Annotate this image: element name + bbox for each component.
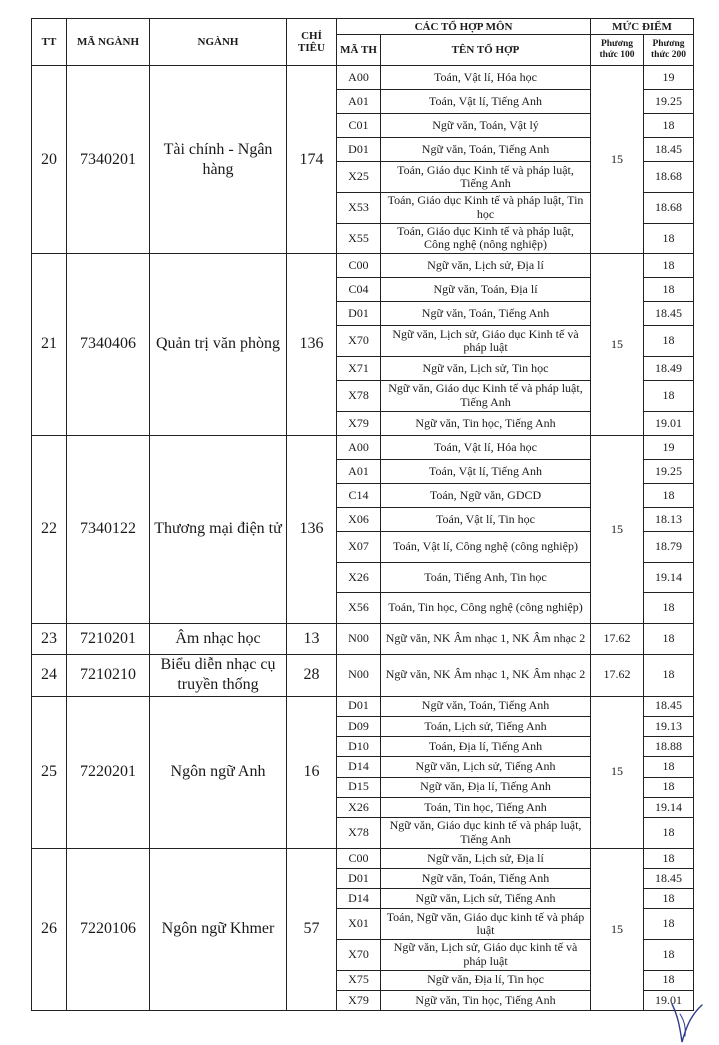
combo-code: D01 — [337, 302, 381, 326]
score-pt200: 19 — [644, 66, 694, 90]
combo-name: Toán, Vật lí, Công nghệ (công nghiệp) — [381, 532, 591, 563]
program-tt: 21 — [32, 254, 67, 436]
header-ma-nganh: MÃ NGÀNH — [67, 19, 150, 66]
score-pt200: 18 — [644, 484, 694, 508]
score-pt200: 18 — [644, 970, 694, 990]
combo-name: Ngữ văn, Toán, Tiếng Anh — [381, 868, 591, 888]
score-pt200: 18 — [644, 114, 694, 138]
header-cac-to-hop-mon: CÁC TỔ HỢP MÔN — [337, 19, 591, 35]
score-pt200: 18 — [644, 757, 694, 777]
combo-name: Ngữ văn, Lịch sử, Giáo dục Kinh tế và pháp luật — [381, 326, 591, 357]
combo-code: X26 — [337, 562, 381, 593]
combo-code: X07 — [337, 532, 381, 563]
combo-name: Toán, Tiếng Anh, Tin học — [381, 562, 591, 593]
score-pt200: 18 — [644, 818, 694, 849]
score-pt200: 19.01 — [644, 411, 694, 435]
combo-name: Ngữ văn, Địa lí, Tiếng Anh — [381, 777, 591, 797]
combo-code: A00 — [337, 66, 381, 90]
score-pt200: 18 — [644, 777, 694, 797]
program-quota: 174 — [287, 66, 337, 254]
combo-code: X26 — [337, 797, 381, 817]
combo-code: D01 — [337, 868, 381, 888]
combo-name: Ngữ văn, NK Âm nhạc 1, NK Âm nhạc 2 — [381, 623, 591, 654]
score-pt100: 15 — [591, 696, 644, 848]
score-pt200: 19.25 — [644, 90, 694, 114]
program-tt: 26 — [32, 848, 67, 1010]
score-pt200: 18.88 — [644, 737, 694, 757]
combo-name: Toán, Vật lí, Hóa học — [381, 435, 591, 459]
combo-code: D10 — [337, 737, 381, 757]
program-tt: 23 — [32, 623, 67, 654]
combo-code: D09 — [337, 716, 381, 736]
score-pt200: 19.14 — [644, 797, 694, 817]
table-row — [32, 848, 694, 868]
score-pt200: 18.68 — [644, 162, 694, 193]
score-pt200: 18.45 — [644, 302, 694, 326]
combo-name: Ngữ văn, Giáo dục kinh tế và pháp luật, Tiếng Anh — [381, 818, 591, 849]
handwritten-signature — [668, 1002, 708, 1045]
score-pt200: 18 — [644, 940, 694, 971]
program-name: Thương mại điện tử — [150, 435, 287, 623]
combo-name: Toán, Tin học, Công nghệ (công nghiệp) — [381, 593, 591, 624]
score-pt200: 18 — [644, 848, 694, 868]
program-code: 7340201 — [67, 66, 150, 254]
combo-code: D15 — [337, 777, 381, 797]
score-pt200: 18 — [644, 326, 694, 357]
combo-name: Ngữ văn, Lịch sử, Địa lí — [381, 848, 591, 868]
header-tt: TT — [32, 19, 67, 66]
program-quota: 16 — [287, 696, 337, 848]
header-nganh: NGÀNH — [150, 19, 287, 66]
score-pt200: 19.14 — [644, 562, 694, 593]
combo-name: Toán, Giáo dục Kinh tế và pháp luật, Tiếng Anh — [381, 162, 591, 193]
combo-code: A00 — [337, 435, 381, 459]
program-name: Ngôn ngữ Khmer — [150, 848, 287, 1010]
combo-code: X55 — [337, 223, 381, 254]
table-row — [32, 654, 694, 696]
score-pt200: 18.68 — [644, 192, 694, 223]
score-pt200: 18.45 — [644, 696, 694, 716]
combo-name: Ngữ văn, Lịch sử, Giáo dục kinh tế và pháp luật — [381, 940, 591, 971]
combo-name: Ngữ văn, NK Âm nhạc 1, NK Âm nhạc 2 — [381, 654, 591, 696]
combo-name: Ngữ văn, Giáo dục Kinh tế và pháp luật, Tiếng Anh — [381, 381, 591, 412]
program-name: Quản trị văn phòng — [150, 254, 287, 436]
program-code: 7340122 — [67, 435, 150, 623]
combo-name: Ngữ văn, Lịch sử, Tin học — [381, 357, 591, 381]
combo-name: Toán, Vật lí, Hóa học — [381, 66, 591, 90]
score-pt200: 19.13 — [644, 716, 694, 736]
score-pt200: 18 — [644, 254, 694, 278]
table-row — [32, 696, 694, 716]
combo-name: Ngữ văn, Lịch sử, Địa lí — [381, 254, 591, 278]
score-pt200: 18.49 — [644, 357, 694, 381]
score-pt200: 18 — [644, 593, 694, 624]
combo-name: Ngữ văn, Lịch sử, Tiếng Anh — [381, 889, 591, 909]
combo-name: Ngữ văn, Toán, Tiếng Anh — [381, 696, 591, 716]
combo-code: D01 — [337, 696, 381, 716]
combo-code: X78 — [337, 818, 381, 849]
program-code: 7340406 — [67, 254, 150, 436]
combo-code: X53 — [337, 192, 381, 223]
score-pt200: 18 — [644, 909, 694, 940]
score-pt200: 19.01 — [644, 990, 694, 1010]
combo-name: Toán, Vật lí, Tiếng Anh — [381, 90, 591, 114]
program-quota: 136 — [287, 254, 337, 436]
header-ten-to-hop: TÊN TỔ HỢP — [381, 35, 591, 66]
score-pt100: 15 — [591, 848, 644, 1010]
program-quota: 28 — [287, 654, 337, 696]
combo-code: X01 — [337, 909, 381, 940]
combo-name: Toán, Giáo dục Kinh tế và pháp luật, Công nghệ (nông nghiệp) — [381, 223, 591, 254]
combo-name: Ngữ văn, Địa lí, Tin học — [381, 970, 591, 990]
table-row — [32, 66, 694, 90]
combo-code: N00 — [337, 623, 381, 654]
combo-code: X79 — [337, 990, 381, 1010]
combo-code: C14 — [337, 484, 381, 508]
combo-code: X79 — [337, 411, 381, 435]
score-pt200: 18.45 — [644, 138, 694, 162]
header-phuong-thuc-200: Phương thức 200 — [644, 35, 694, 66]
score-pt100: 15 — [591, 435, 644, 623]
program-quota: 136 — [287, 435, 337, 623]
program-code: 7210201 — [67, 623, 150, 654]
score-pt100: 15 — [591, 66, 644, 254]
combo-name: Ngữ văn, Lịch sử, Tiếng Anh — [381, 757, 591, 777]
combo-code: C04 — [337, 278, 381, 302]
combo-code: D14 — [337, 757, 381, 777]
program-tt: 25 — [32, 696, 67, 848]
combo-name: Toán, Ngữ văn, GDCD — [381, 484, 591, 508]
combo-code: X70 — [337, 940, 381, 971]
combo-code: A01 — [337, 459, 381, 483]
combo-code: C00 — [337, 848, 381, 868]
combo-code: A01 — [337, 90, 381, 114]
combo-code: N00 — [337, 654, 381, 696]
combo-name: Toán, Lịch sử, Tiếng Anh — [381, 716, 591, 736]
combo-name: Ngữ văn, Toán, Vật lý — [381, 114, 591, 138]
score-pt200: 18 — [644, 278, 694, 302]
score-pt200: 18 — [644, 223, 694, 254]
score-pt100: 17.62 — [591, 623, 644, 654]
program-tt: 24 — [32, 654, 67, 696]
score-pt200: 18 — [644, 623, 694, 654]
combo-name: Ngữ văn, Toán, Địa lí — [381, 278, 591, 302]
combo-name: Toán, Vật lí, Tiếng Anh — [381, 459, 591, 483]
combo-code: C01 — [337, 114, 381, 138]
combo-code: X71 — [337, 357, 381, 381]
combo-code: X75 — [337, 970, 381, 990]
score-pt200: 18 — [644, 381, 694, 412]
combo-code: C00 — [337, 254, 381, 278]
score-pt100: 17.62 — [591, 654, 644, 696]
combo-name: Toán, Ngữ văn, Giáo dục kinh tế và pháp luật — [381, 909, 591, 940]
combo-code: X25 — [337, 162, 381, 193]
program-code: 7220201 — [67, 696, 150, 848]
program-tt: 22 — [32, 435, 67, 623]
combo-code: D14 — [337, 889, 381, 909]
program-name: Biểu diễn nhạc cụ truyền thống — [150, 654, 287, 696]
program-quota: 13 — [287, 623, 337, 654]
score-pt200: 18 — [644, 654, 694, 696]
combo-code: X78 — [337, 381, 381, 412]
program-quota: 57 — [287, 848, 337, 1010]
score-pt200: 18.45 — [644, 868, 694, 888]
score-pt200: 19.25 — [644, 459, 694, 483]
combo-code: D01 — [337, 138, 381, 162]
combo-name: Toán, Giáo dục Kinh tế và pháp luật, Tin học — [381, 192, 591, 223]
table-row — [32, 254, 694, 278]
table-row — [32, 435, 694, 459]
combo-code: X56 — [337, 593, 381, 624]
admission-score-table — [31, 18, 694, 1011]
program-code: 7220106 — [67, 848, 150, 1010]
combo-name: Toán, Tin học, Tiếng Anh — [381, 797, 591, 817]
score-pt100: 15 — [591, 254, 644, 436]
header-phuong-thuc-100: Phương thức 100 — [591, 35, 644, 66]
program-tt: 20 — [32, 66, 67, 254]
program-code: 7210210 — [67, 654, 150, 696]
program-name: Ngôn ngữ Anh — [150, 696, 287, 848]
header-chi-tieu: CHỈ TIÊU — [287, 19, 337, 66]
combo-code: X70 — [337, 326, 381, 357]
combo-name: Ngữ văn, Tin học, Tiếng Anh — [381, 990, 591, 1010]
program-name: Tài chính - Ngân hàng — [150, 66, 287, 254]
combo-name: Ngữ văn, Tin học, Tiếng Anh — [381, 411, 591, 435]
header-ma-th: MÃ TH — [337, 35, 381, 66]
score-pt200: 18.13 — [644, 508, 694, 532]
program-name: Âm nhạc học — [150, 623, 287, 654]
table-row — [32, 623, 694, 654]
header-muc-diem: MỨC ĐIỂM — [591, 19, 694, 35]
score-pt200: 18.79 — [644, 532, 694, 563]
combo-name: Ngữ văn, Toán, Tiếng Anh — [381, 302, 591, 326]
combo-name: Ngữ văn, Toán, Tiếng Anh — [381, 138, 591, 162]
combo-name: Toán, Địa lí, Tiếng Anh — [381, 737, 591, 757]
combo-code: X06 — [337, 508, 381, 532]
score-pt200: 18 — [644, 889, 694, 909]
combo-name: Toán, Vật lí, Tin học — [381, 508, 591, 532]
score-pt200: 19 — [644, 435, 694, 459]
